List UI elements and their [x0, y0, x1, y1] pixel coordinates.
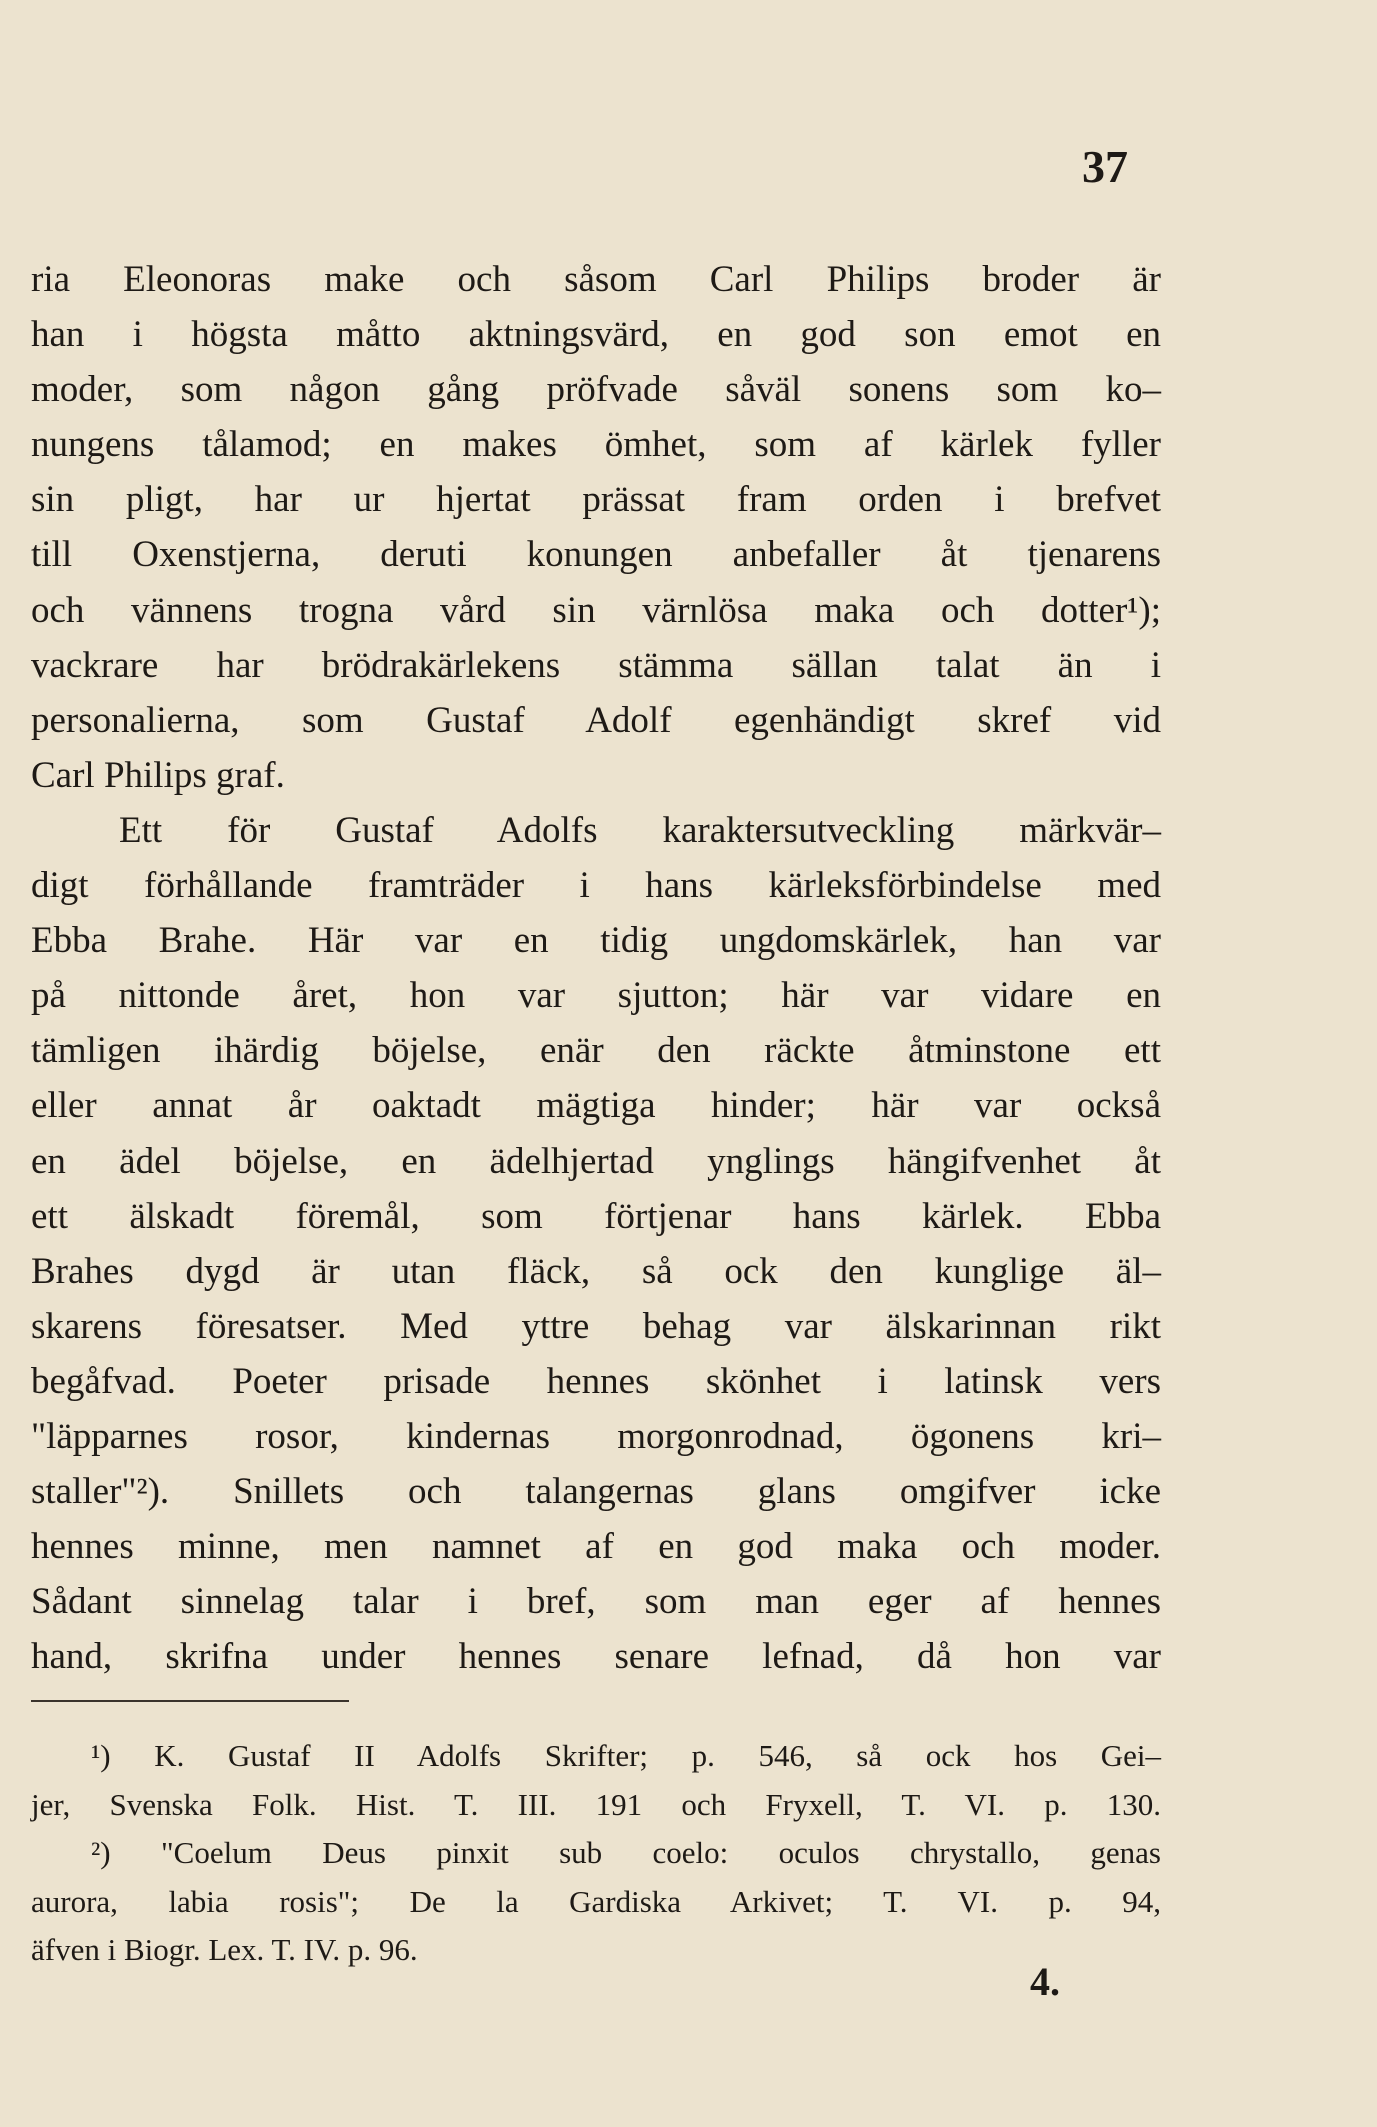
- text-line: Ett för Gustaf Adolfs karaktersutveckling märkvär–: [119, 809, 1161, 851]
- body-text: [31, 252, 1161, 1684]
- footnote-line: äfven i Biogr. Lex. T. IV. p. 96.: [31, 1932, 418, 1967]
- text-line: personalierna, som Gustaf Adolf egenhändigt skref vid: [31, 699, 1161, 741]
- text-line: på nittonde året, hon var sjutton; här var vidare en: [31, 975, 1161, 1017]
- text-line: moder, som någon gång pröfvade såväl sonens som ko–: [31, 369, 1161, 411]
- footnote-line: jer, Svenska Folk. Hist. T. III. 191 och Fryxell, T. VI. p. 130.: [31, 1786, 1161, 1822]
- text-line: sin pligt, har ur hjertat prässat fram orden i brefvet: [31, 479, 1161, 521]
- footnote-divider: [31, 1700, 349, 1702]
- text-line: tämligen ihärdig böjelse, enär den räckte åtminstone ett: [31, 1030, 1161, 1072]
- text-line: och vännens trogna vård sin värnlösa maka och dotter¹);: [31, 589, 1161, 631]
- text-line: ett älskadt föremål, som förtjenar hans kärlek. Ebba: [31, 1195, 1161, 1237]
- text-line: begåfvad. Poeter prisade hennes skönhet i latinsk vers: [31, 1360, 1161, 1402]
- text-line: Carl Philips graf.: [31, 754, 285, 796]
- text-line: hand, skrifna under hennes senare lefnad, då hon var: [31, 1636, 1161, 1678]
- text-line: skarens föresatser. Med yttre behag var älskarinnan rikt: [31, 1305, 1161, 1347]
- signature-mark: 4.: [1030, 1959, 1060, 2004]
- text-line: vackrare har brödrakärlekens stämma sällan talat än i: [31, 644, 1161, 686]
- text-line: Ebba Brahe. Här var en tidig ungdomskärlek, han var: [31, 920, 1161, 962]
- text-line: hennes minne, men namnet af en god maka och moder.: [31, 1526, 1161, 1568]
- text-line: Sådant sinnelag talar i bref, som man eger af hennes: [31, 1581, 1161, 1623]
- text-line: ria Eleonoras make och såsom Carl Philips broder är: [31, 259, 1161, 300]
- text-line: till Oxenstjerna, deruti konungen anbefaller åt tjenarens: [31, 534, 1161, 576]
- text-line: Brahes dygd är utan fläck, så ock den kunglige äl–: [31, 1250, 1161, 1292]
- text-line: eller annat år oaktadt mägtiga hinder; här var också: [31, 1085, 1161, 1127]
- footnote-line: ²) "Coelum Deus pinxit sub coelo: oculos chrystallo, genas: [91, 1835, 1161, 1870]
- footnote-line: aurora, labia rosis"; De la Gardiska Arkivet; T. VI. p. 94,: [31, 1883, 1161, 1919]
- text-line: staller"²). Snillets och talangernas glans omgifver icke: [31, 1471, 1161, 1513]
- footnotes: [31, 1732, 1161, 1975]
- text-line: han i högsta måtto aktningsvärd, en god son emot en: [31, 314, 1161, 356]
- footnote-line: ¹) K. Gustaf II Adolfs Skrifter; p. 546, så ock hos Gei–: [91, 1738, 1161, 1773]
- text-line: en ädel böjelse, en ädelhjertad ynglings hängifvenhet åt: [31, 1140, 1161, 1182]
- text-line: nungens tålamod; en makes ömhet, som af kärlek fyller: [31, 424, 1161, 466]
- text-line: digt förhållande framträder i hans kärleksförbindelse med: [31, 865, 1161, 907]
- page-number: 37: [1082, 141, 1128, 192]
- text-line: "läpparnes rosor, kindernas morgonrodnad, ögonens kri–: [31, 1415, 1161, 1457]
